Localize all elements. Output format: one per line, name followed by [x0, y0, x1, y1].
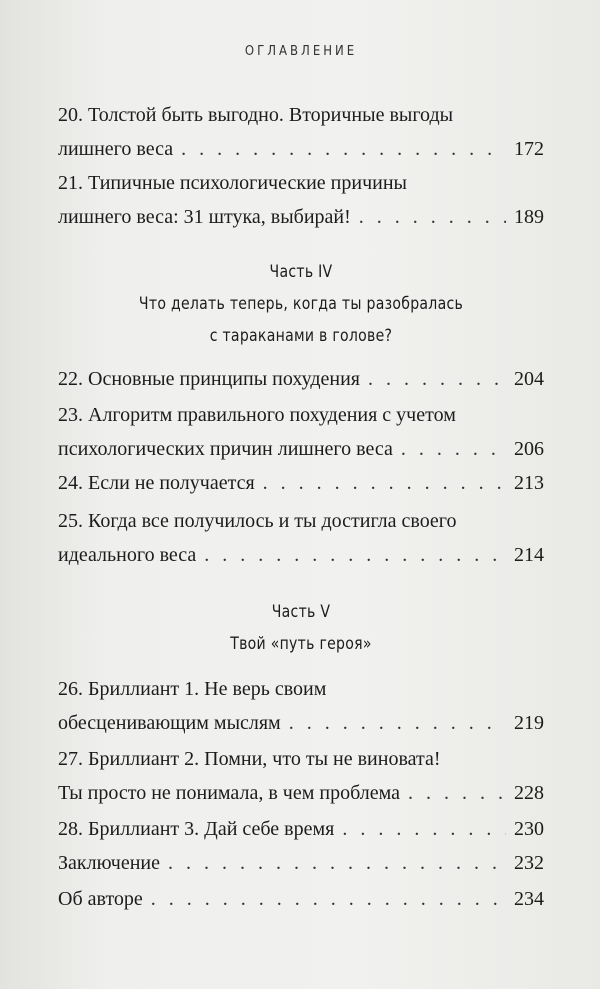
part-title-line: Что делать теперь, когда ты разобралась: [138, 294, 464, 314]
toc-entry-last-line: [58, 882, 544, 916]
toc-entry-22: [58, 362, 544, 396]
dot-leader: [263, 466, 506, 500]
part-heading-4: [77, 256, 524, 352]
toc-entry-last-line: [58, 132, 544, 166]
toc-entry-line: 27. Бриллиант 2. Помни, что ты не виновата!: [58, 748, 441, 770]
page-number: 214: [514, 544, 544, 566]
toc-entry-25: [58, 504, 544, 572]
dot-leader: [289, 706, 506, 740]
toc-entry-text: лишнего веса: 31 штука, выбирай!: [58, 206, 351, 228]
part-heading-5: [77, 596, 524, 660]
dot-leader: [342, 812, 506, 846]
page-number: 172: [514, 138, 544, 160]
toc-entry-line: 21. Типичные психологические причины: [58, 172, 407, 194]
page-number: 228: [514, 782, 544, 804]
toc-entry-text: лишнего веса: [58, 138, 174, 160]
page-number: 232: [514, 852, 544, 874]
page-number: 204: [514, 368, 544, 390]
toc-entry-last-line: [58, 706, 544, 740]
toc-entry-text: психологических причин лишнего веса: [58, 438, 393, 460]
toc-entry-line: 25. Когда все получилось и ты достигла своего: [58, 510, 457, 532]
toc-entry-last-line: [58, 812, 544, 846]
toc-entry-text: Заключение: [58, 852, 160, 874]
toc-entry-28: [58, 812, 544, 846]
dot-leader: [359, 200, 506, 234]
page-number: 234: [514, 888, 544, 910]
part-title-line: с тараканами в голове?: [209, 326, 393, 346]
toc-entry-21: [58, 166, 544, 234]
toc-entry-last-line: [58, 466, 544, 500]
page-number: 206: [514, 438, 544, 460]
toc-entry-last-line: [58, 846, 544, 880]
toc-page: [58, 0, 544, 989]
toc-entry-26: [58, 672, 544, 740]
dot-leader: [168, 846, 506, 880]
toc-entry-last-line: [58, 776, 544, 810]
toc-entry-text: Ты просто не понимала, в чем проблема: [58, 782, 401, 804]
toc-entry-text: 24. Если не получается: [58, 472, 255, 494]
toc-entry-23: [58, 398, 544, 466]
dot-leader: [408, 776, 506, 810]
toc-entry-20: [58, 98, 544, 166]
toc-entry-last-line: [58, 200, 544, 234]
toc-entry-text: 28. Бриллиант 3. Дай себе время: [58, 818, 335, 840]
part-title-line: Твой «путь героя»: [230, 634, 372, 654]
toc-entry-24: [58, 466, 544, 500]
toc-entry-text: Об авторе: [58, 888, 143, 910]
toc-entry-line: 20. Толстой быть выгодно. Вторичные выгоды: [58, 104, 454, 126]
toc-entry-27: [58, 742, 544, 810]
toc-entry-last-line: [58, 362, 544, 396]
toc-entry-line: 23. Алгоритм правильного похудения с учетом: [58, 404, 456, 426]
dot-leader: [181, 132, 506, 166]
dot-leader: [204, 538, 506, 572]
toc-entry-conclusion: [58, 846, 544, 880]
page-number: 219: [514, 712, 544, 734]
part-label: Часть V: [271, 602, 331, 622]
toc-entry-last-line: [58, 538, 544, 572]
dot-leader: [401, 432, 506, 466]
dot-leader: [368, 362, 506, 396]
part-label: Часть IV: [269, 262, 333, 282]
page-number: 213: [514, 472, 544, 494]
toc-entry-last-line: [58, 432, 544, 466]
running-head: ОГЛАВЛЕНИЕ: [244, 44, 358, 59]
toc-entry-about-author: [58, 882, 544, 916]
page-number: 230: [514, 818, 544, 840]
dot-leader: [151, 882, 506, 916]
toc-entry-text: обесценивающим мыслям: [58, 712, 281, 734]
toc-entry-text: идеального веса: [58, 544, 197, 566]
toc-entry-text: 22. Основные принципы похудения: [58, 368, 360, 390]
page-number: 189: [514, 206, 544, 228]
toc-entry-line: 26. Бриллиант 1. Не верь своим: [58, 678, 327, 700]
